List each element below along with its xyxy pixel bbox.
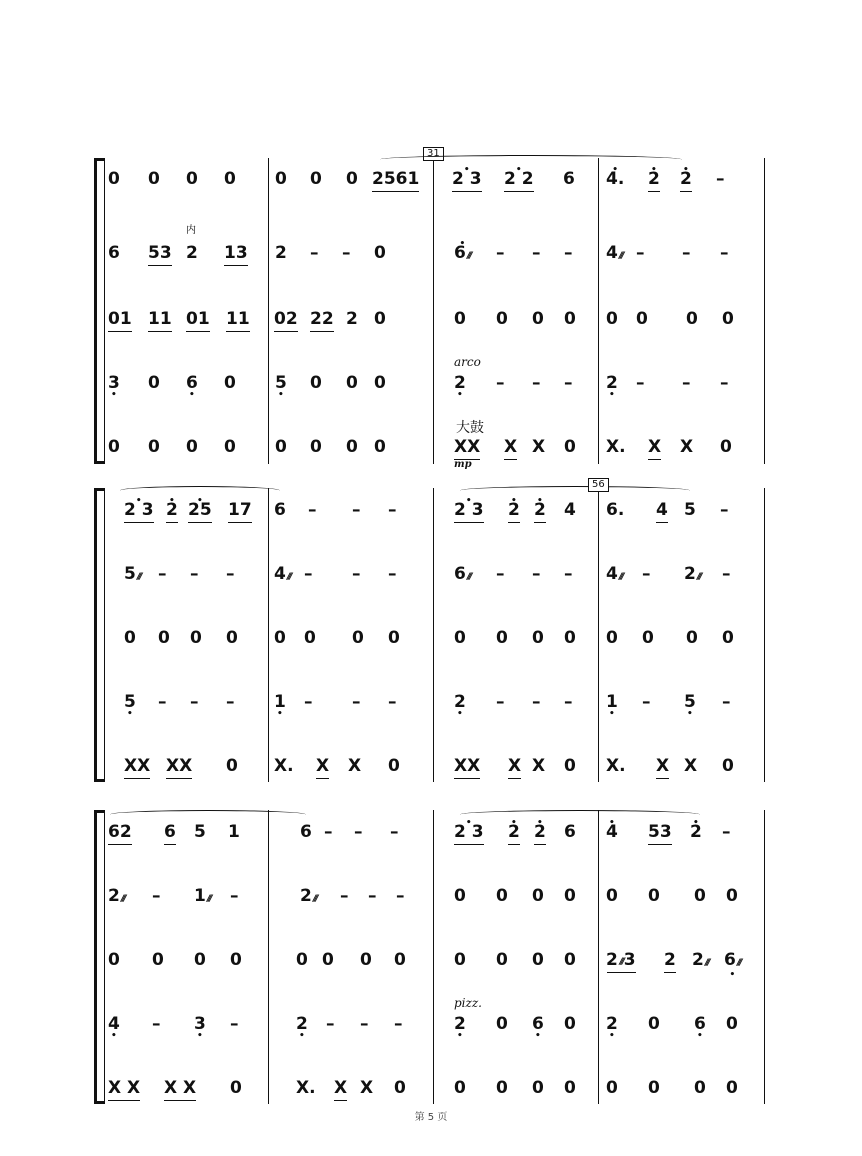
note-tremolo: 4 /// [606,243,623,266]
rest-dash: – [226,564,235,584]
rest-dash: – [496,564,505,584]
note: • 1 [274,692,286,712]
note: • 4. [606,169,624,189]
note: 0 [648,1078,660,1098]
rest-dash: – [716,169,725,189]
note: 0 [606,628,618,648]
note: 0 [310,169,322,189]
rest-dash: – [190,564,199,584]
pizz-marking: pizz. [454,996,482,1010]
note: 0 [186,169,198,189]
note: • 2 [508,500,520,520]
note: • 6 [186,373,198,393]
rest-dash: – [354,822,363,842]
note-group: 17 [228,500,252,520]
note: 0 [310,437,322,457]
rest-dash: – [368,886,377,906]
note: 0 [352,628,364,648]
rest-dash: – [340,886,349,906]
note: 0 [108,950,120,970]
rest-dash: – [564,243,573,263]
rest-dash: – [564,373,573,393]
part-row-4 [104,692,768,720]
note: 0 [726,1014,738,1034]
rest-dash: – [532,373,541,393]
drum-hit: X [316,756,330,776]
note-tremolo: 2 3 /// [606,950,636,970]
note: 6. [606,500,625,520]
phrase-slur [380,155,682,164]
note: 0 [722,309,734,329]
note: 0 [454,309,466,329]
note: 0 [726,1078,738,1098]
rest-dash: – [230,1014,239,1034]
note: • 3 [108,373,120,393]
part-row-1 [104,169,768,197]
note: 0 [394,950,406,970]
note: • 2 [680,169,692,189]
note-group: • 2 3 [454,822,484,842]
rest-dash: – [158,692,167,712]
rest-dash: – [496,243,505,263]
note-tremolo: 2 /// [692,950,709,973]
note-group: 62 [108,822,132,842]
rest-dash: – [722,564,731,584]
rest-dash: – [720,243,729,263]
arco-marking: arco [454,355,481,369]
note-group: 2561 [372,169,420,189]
note-group: 53 [148,243,172,263]
note: 0 [152,950,164,970]
rest-dash: – [352,500,361,520]
note: 0 [274,628,286,648]
note: 6 [300,822,312,842]
part-row-4 [104,996,768,1042]
note: 0 [686,309,698,329]
note: 0 [564,950,576,970]
rest-dash: – [304,692,313,712]
drum-hit: X [348,756,362,776]
note: 0 [606,1078,618,1098]
note: 0 [532,628,544,648]
rest-dash: – [564,564,573,584]
note: 0 [374,243,386,263]
phrase-slur [460,810,700,819]
drum-hit: X [532,437,546,457]
note: • 2 [534,500,546,520]
part-row-2 [104,886,768,914]
note: 0 [194,950,206,970]
drum-hit: X. [606,437,626,457]
note-group: 01 [186,309,210,329]
note-group: • 2 3 [124,500,154,520]
phrase-slur [110,810,306,819]
note: 0 [454,886,466,906]
drum-hit: X [684,756,698,776]
note-group: • 25 [188,500,212,520]
note-tremolo: 5 /// [124,564,141,587]
note: • 2 [534,822,546,842]
note: 0 [496,1014,508,1034]
note-group: • 2 3 [454,500,484,520]
note: • 5 [124,692,136,712]
note: 0 [190,628,202,648]
note: 0 [226,756,238,776]
note: 0 [394,1078,406,1098]
system-brace [94,488,97,782]
rest-dash: – [230,886,239,906]
rest-dash: – [352,692,361,712]
note: 0 [532,886,544,906]
drum-hit: X X [164,1078,197,1098]
part-row-5 [104,420,768,470]
part-row-3 [104,309,768,337]
part-row-3 [104,628,768,656]
note-tremolo: 2 /// [108,886,125,909]
part-row-5 [104,1078,768,1106]
note: 2 [346,309,358,329]
note: 0 [564,886,576,906]
part-row-2 [104,564,768,592]
rest-dash: – [226,692,235,712]
note: 6 [164,822,176,842]
rest-dash: – [722,692,731,712]
dynamic-marking: mp [454,459,472,470]
note: 0 [124,628,136,648]
note: 0 [346,169,358,189]
note: • 5 [684,692,696,712]
rest-dash: – [532,692,541,712]
rest-dash: – [642,692,651,712]
rest-dash: – [388,500,397,520]
note: 0 [224,437,236,457]
drum-hit: X [532,756,546,776]
system-1 [0,148,862,470]
note: 0 [636,309,648,329]
note: 4 [564,500,576,520]
note: 0 [224,373,236,393]
note: 0 [720,437,732,457]
rest-dash: – [396,886,405,906]
note: • 2 [606,373,618,393]
note: • 5 [275,373,287,393]
note: 0 [346,373,358,393]
rest-dash: – [158,564,167,584]
note: 0 [606,886,618,906]
rest-dash: – [496,373,505,393]
drum-hit: X [508,756,522,776]
note: 0 [148,437,160,457]
note: 1 [228,822,240,842]
note: 5 [194,822,206,842]
note: 0 [648,886,660,906]
note: 0 [564,1014,576,1034]
note: 0 [310,373,322,393]
note: 0 [322,950,334,970]
note: 0 [388,756,400,776]
note: 0 [374,373,386,393]
page-number: 第 5 页 [414,1112,448,1123]
rest-dash: – [394,1014,403,1034]
rest-dash: – [390,822,399,842]
note: • 4 [606,822,618,842]
note: 0 [360,950,372,970]
rest-dash: – [190,692,199,712]
drum-hit: XX [166,756,193,776]
rest-dash: – [564,692,573,712]
note: 0 [694,886,706,906]
rest-dash: – [326,1014,335,1034]
note: 0 [158,628,170,648]
note: 4 [656,500,668,520]
note-group: 11 [148,309,172,329]
rest-dash: – [308,500,317,520]
drum-hit: X X [108,1078,141,1098]
note-group: 22 [310,309,334,329]
note: • 2 [606,1014,618,1034]
note: 0 [564,309,576,329]
note: 0 [388,628,400,648]
note: 6 [274,500,286,520]
note: 0 [726,886,738,906]
note: 0 [642,628,654,648]
part-row-1 [104,822,768,850]
note-tremolo: 2 /// [300,886,317,909]
note: • 3 [194,1014,206,1034]
note: 0 [374,309,386,329]
marking-inner: 内 [186,225,196,236]
rest-dash: – [636,243,645,263]
note: 0 [686,628,698,648]
note: 0 [186,437,198,457]
rest-dash: – [304,564,313,584]
note: 5 [684,500,696,520]
note: 0 [230,950,242,970]
part-row-4 [104,355,768,401]
note: 0 [648,1014,660,1034]
note: 2 [186,243,198,263]
note-tremolo: • 6 /// [724,950,741,973]
note: 0 [275,437,287,457]
note: 0 [304,628,316,648]
note-group: 13 [224,243,248,263]
note-group: 02 [274,309,298,329]
system-brace [94,158,97,464]
note: 0 [454,628,466,648]
note: 0 [374,437,386,457]
rest-dash: – [496,692,505,712]
note: 0 [532,950,544,970]
drum-hit: X [504,437,518,457]
note: 0 [564,1078,576,1098]
system-2 [0,479,862,784]
note-group: • 2 3 [452,169,482,189]
phrase-slur [460,486,690,495]
note: 0 [346,437,358,457]
note: 0 [722,628,734,648]
drum-hit: X [648,437,662,457]
drum-hit: X [680,437,694,457]
note: • 2 [648,169,660,189]
rest-dash: – [324,822,333,842]
note: • 2 [454,1014,466,1034]
rehearsal-mark: 31 [423,147,444,161]
note: 0 [532,1078,544,1098]
note: 0 [230,1078,242,1098]
system-brace [94,810,97,1104]
rest-dash: – [682,373,691,393]
note: • 2 [454,692,466,712]
note: 0 [226,628,238,648]
note: • 2 [690,822,702,842]
note: 0 [148,169,160,189]
note: 0 [722,756,734,776]
note: 0 [454,1078,466,1098]
note: 0 [496,886,508,906]
note-tremolo: • 6 /// [454,243,471,266]
drum-hit: XX [454,756,481,776]
rest-dash: – [352,564,361,584]
drum-hit: X [656,756,670,776]
note: 0 [496,1078,508,1098]
note: 0 [148,373,160,393]
rest-dash: – [636,373,645,393]
rest-dash: – [152,886,161,906]
note: 2 [664,950,676,970]
rest-dash: – [360,1014,369,1034]
system-3 [0,810,862,1106]
note: • 1 [606,692,618,712]
rest-dash: – [388,692,397,712]
rest-dash: – [342,243,351,263]
rest-dash: – [532,564,541,584]
note: 0 [564,756,576,776]
rest-dash: – [720,373,729,393]
rest-dash: – [682,243,691,263]
note-group: 01 [108,309,132,329]
drum-hit: X [360,1078,374,1098]
drum-hit: X [334,1078,348,1098]
note: 0 [224,169,236,189]
rest-dash: – [532,243,541,263]
note: • 2 [166,500,178,520]
note-tremolo: 4 /// [606,564,623,587]
note: 0 [108,437,120,457]
note: 0 [564,437,576,457]
note: 0 [108,169,120,189]
note: 0 [694,1078,706,1098]
rest-dash: – [720,500,729,520]
drum-hit: XX [454,437,481,457]
note: 0 [532,309,544,329]
note: 6 [563,169,575,189]
drum-label: 大鼓 [456,420,484,436]
note: 0 [564,628,576,648]
drum-hit: X. [296,1078,316,1098]
note-group: 53 [648,822,672,842]
note: 2 [275,243,287,263]
note: • 6 [694,1014,706,1034]
note: 0 [606,309,618,329]
rest-dash: – [722,822,731,842]
note: 0 [275,169,287,189]
drum-hit: X. [606,756,626,776]
part-row-3 [104,950,768,978]
note: 0 [496,628,508,648]
note-tremolo: 6 /// [454,564,471,587]
note-tremolo: 1 /// [194,886,211,909]
drum-hit: XX [124,756,151,776]
note: 6 [564,822,576,842]
note: • 2 [454,373,466,393]
note-group: 11 [226,309,250,329]
rest-dash: – [642,564,651,584]
note: 0 [496,309,508,329]
note: 0 [454,950,466,970]
note-tremolo: 4 /// [274,564,291,587]
note-tremolo: 2 /// [684,564,701,587]
note: 6 [108,243,120,263]
part-row-5 [104,756,768,784]
rest-dash: – [388,564,397,584]
note: • 2 [508,822,520,842]
note: • 2 [296,1014,308,1034]
note-group: • 2 2 [504,169,534,189]
note: 0 [296,950,308,970]
note: 0 [496,950,508,970]
note: • 4 [108,1014,120,1034]
rest-dash: – [152,1014,161,1034]
part-row-1 [104,500,768,528]
rest-dash: – [310,243,319,263]
note: • 6 [532,1014,544,1034]
rehearsal-mark: 56 [588,478,609,492]
part-row-2 [104,225,768,271]
drum-hit: X. [274,756,294,776]
